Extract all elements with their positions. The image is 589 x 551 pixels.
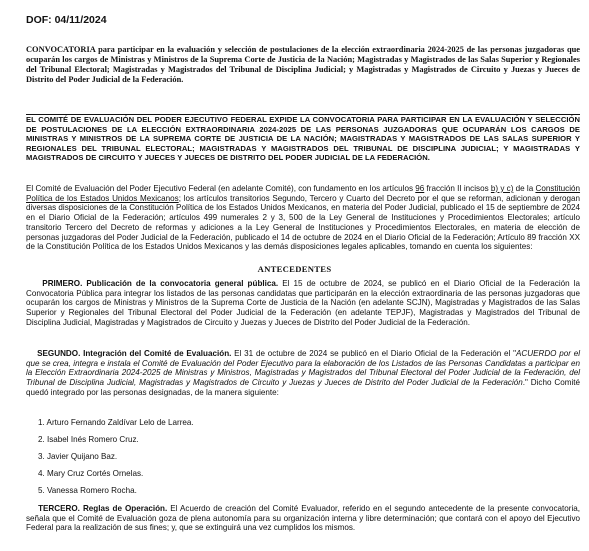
official-header: EL COMITÉ DE EVALUACIÓN DEL PODER EJECUTIVO FEDERAL EXPIDE LA CONVOCATORIA PARA PARTICIPAR EN LA EVALUACIÓN Y SELECCIÓN DE POSTULACIONES DE LA ELECCIÓN EXTRAORDINARIA 2024-2025 DE LAS PERSONAS JUZGADORAS QUE OCUPARÁN LOS CARGOS DE MINISTRAS Y MINISTROS DE LA SUPREMA CORTE DE JUSTICIA DE LA NACIÓN; MAGISTRADAS Y MAGISTRADOS DE LAS SALAS SUPERIOR Y REGIONALES DEL TRIBUNAL ELECTORAL; MAGISTRADAS Y MAGISTRADOS DEL TRIBUNAL DE DISCIPLINA JUDICIAL; Y MAGISTRADAS Y MAGISTRADOS DE CIRCUITO Y JUECES Y JUECES DE DISTRITO DEL PODER JUDICIAL DE LA FEDERACIÓN. — [26, 115, 580, 163]
convocatoria-title-text: para participar en la evaluación y selección de postulaciones de la elección extraordinaria 2024-2025 de las personas juzgadoras que ocuparán los cargos de Ministras y Ministros de la Suprema Corte de Justicia de la Nación; Magistradas y Magistrados de las Salas Superior y Regionales del Tribunal Electoral; Magistradas y Magistrados del Tribunal de Disciplina Judicial; y Magistradas y Magistrados de Circuito y Juezas y Jueces de Distrito del Poder Judicial de la Federación. — [26, 45, 580, 85]
list-item: 3. Javier Quijano Baz. — [38, 452, 118, 461]
antecedente-primero: PRIMERO. Publicación de la convocatoria general pública. El 15 de octubre de 2024, se publicó en el Diario Oficial de la Federación la Convocatoria Pública para integrar los listados de las personas candidatas que participarán en la elección extraordinaria de las personas juzgadoras que ocuparán los cargos de Ministras y Ministros de la Suprema Corte de Justicia de la Nación (en adelante SCJN), Magistradas y Magistrados de las Salas Superior y Regionales del Tribunal Electoral del Poder Judicial de la Federación (en adelante TEPJF), Magistradas y Magistrados del Tribunal de Disciplina Judicial, Magistradas y Magistrados de Circuito y Juezas y Jueces de Distrito del Poder Judicial de la Federación. — [26, 279, 581, 327]
antecedente-segundo: SEGUNDO. Integración del Comité de Evaluación. El 31 de octubre de 2024 se publicó en el Diario Oficial de la Federación el "ACUERDO por el que se crea, integra e instala el Comité de Evaluación del Poder Ejecutivo para la elaboración de los Listados de las Personas Candidatas a participar en la Elección Extraordinaria 2024-2025 de Ministras y Ministros, Magistradas y Magistrados del Tribunal Electoral del Poder Judicial de la Federación, del Tribunal de Disciplina Judicial, Magistradas y Magistrados de Circuito y Juezas y Jueces de Distrito del Poder Judicial de la Federación." Dicho Comité quedó integrado por las personas designadas, de la manera siguiente: — [26, 349, 581, 397]
convocatoria-title — [26, 45, 580, 85]
segundo-acuerdo-title: ACUERDO por el que se crea, integra e instala el Comité de Evaluación del Poder Ejecutivo para la elaboración de los Listados de las Personas Candidatas a participar en la Elección Extraordinaria 2024-2025 de Ministras y Ministros, Magistradas y Magistrados del Tribunal Electoral del Poder Judicial de la Federación, del Tribunal de Disciplina Judicial, Magistradas y Magistrados de Circuito y Juezas y Jueces de Distrito del Poder Judicial de la Federación — [26, 349, 581, 388]
intro-text-3: de la — [513, 184, 536, 193]
tercero-text: El Acuerdo de creación del Comité Evaluador, referido en el segundo antecedente de la presente convocatoria, señala que el Comité de Evaluación goza de plena autonomía para su organización interna y libre determinación; que contará con el apoyo del Ejecutivo Federal para la realización de sus fines; y, que se extinguirá una vez cumplidos los mismos. — [26, 504, 581, 533]
segundo-text-b: ." Dicho Comité quedó integrado por las personas designadas, de la manera siguiente: — [26, 378, 581, 397]
intro-paragraph — [26, 184, 580, 252]
primero-title: Publicación de la convocatoria general pública — [86, 279, 276, 288]
segundo-text-a: El 31 de octubre de 2024 se publicó en el Diario Oficial de la Federación el " — [231, 349, 516, 358]
antecedente-tercero: TERCERO. Reglas de Operación. El Acuerdo de creación del Comité Evaluador, referido en el segundo antecedente de la presente convocatoria, señala que el Comité de Evaluación goza de plena autonomía para su organización interna y libre determinación; que contará con el apoyo del Ejecutivo Federal para la realización de sus fines; y, que se extinguirá una vez cumplidos los mismos. — [26, 504, 581, 533]
tercero-label: TERCERO — [38, 504, 78, 513]
list-item: 2. Isabel Inés Romero Cruz. — [38, 435, 139, 444]
constitucion-link[interactable]: Constitución Política de los Estados Unidos Mexicanos — [26, 184, 581, 203]
intro-text-1: El Comité de Evaluación del Poder Ejecutivo Federal (en adelante Comité), con fundamento en los artículos — [26, 184, 416, 193]
intro-text-2: fracción II incisos — [424, 184, 491, 193]
list-item: 4. Mary Cruz Cortés Ornelas. — [38, 469, 144, 478]
segundo-label: SEGUNDO — [37, 349, 79, 358]
list-item: 1. Arturo Fernando Zaldívar Lelo de Larrea. — [38, 418, 194, 427]
convocatoria-lead: CONVOCATORIA — [26, 45, 96, 54]
section-heading: ANTECEDENTES — [257, 264, 332, 274]
dof-date: DOF: 04/11/2024 — [26, 14, 107, 26]
list-item: 5. Vanessa Romero Rocha. — [38, 486, 137, 495]
tercero-title: Reglas de Operación — [82, 504, 165, 513]
article-96-link[interactable]: 96 — [415, 184, 425, 193]
primero-text: El 15 de octubre de 2024, se publicó en el Diario Oficial de la Federación la Convocatoria Pública para integrar los listados de las personas candidatas que participarán en la elección extraordinaria de las personas juzgadoras que ocuparán los cargos de Ministras y Ministros de la Suprema Corte de Justicia de la Nación (en adelante SCJN), Magistradas y Magistrados de las Salas Superior y Regionales del Tribunal Electoral del Poder Judicial de la Federación (en adelante TEPJF), Magistradas y Magistrados del Tribunal de Disciplina Judicial, Magistradas y Magistrados de Circuito y Juezas y Jueces de Distrito del Poder Judicial de la Federación. — [26, 279, 581, 327]
segundo-title: Integración del Comité de Evaluación — [83, 349, 230, 358]
intro-text-4: ; los artículos transitorios Segundo, Tercero y Cuarto del Decreto por el que se reforman, adicionan y derogan diversas disposiciones de la Constitución Política de los Estados Unidos Mexicanos, en materia del Poder Judicial, publicado el 15 de septiembre de 2024 en el Diario Oficial de la Federación; artículos 499 numerales 2 y 3, 500 de la Ley General de Instituciones y Procedimientos Electorales; artículo transitorio Tercero del Decreto de reformas y adiciones a la Ley General de Instituciones y Procedimientos Electorales, en materia de elección de personas juzgadoras del Poder Judicial de la Federación, publicado el 14 de octubre de 2024 en el Diario Oficial de la Federación; Artículo 89 fracción XX de la Constitución Política de los Estados Unidos Mexicanos y las demás disposiciones legales aplicables, tomando en cuenta los siguientes: — [26, 193, 580, 252]
primero-label: PRIMERO — [42, 279, 81, 288]
incisos-link[interactable]: b) y c) — [490, 184, 514, 193]
committee-members-list — [38, 418, 194, 503]
